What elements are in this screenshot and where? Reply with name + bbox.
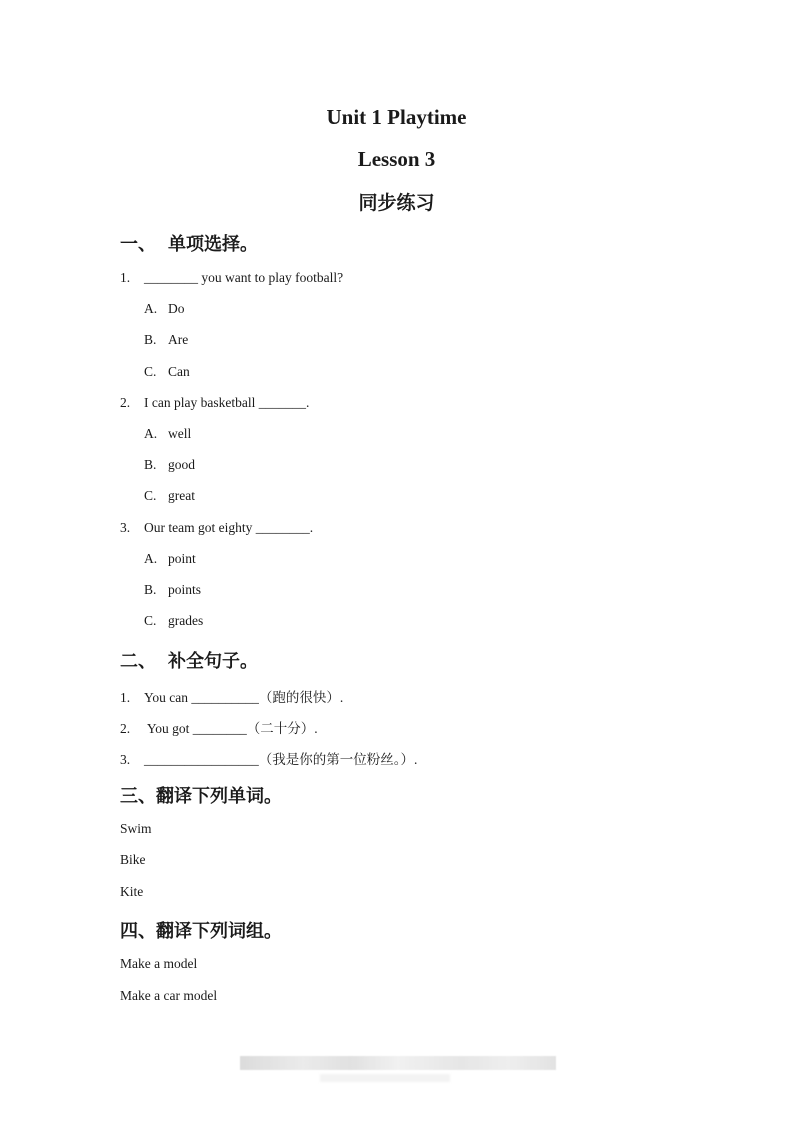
sentence-3: 3. _________________（我是你的第一位粉丝。）. [120, 752, 418, 767]
question-1-option-b: B. Are [144, 332, 189, 347]
word-1: Swim [120, 821, 152, 836]
question-1: 1. ________ you want to play football? [120, 270, 344, 285]
question-1-option-a: A. Do [144, 301, 185, 316]
question-3-option-b: B. points [144, 582, 202, 597]
section-2-number: 二、 [120, 651, 156, 671]
phrase-1: Make a model [120, 956, 198, 971]
question-3: 3. Our team got eighty ________. [120, 520, 314, 535]
question-2-text: I can play basketball _______. [144, 395, 310, 410]
section-2-heading [120, 647, 258, 673]
lesson-title: Lesson 3 [357, 147, 436, 171]
section-4-heading: 四、翻译下列词组。 [120, 921, 282, 941]
question-3-text: Our team got eighty ________. [144, 520, 314, 535]
word-3: Kite [120, 884, 144, 899]
phrase-2: Make a car model [120, 988, 218, 1003]
unit-title: Unit 1 Playtime [326, 105, 467, 129]
section-1-number: 一、 [120, 234, 156, 254]
question-2-option-b: B. good [144, 457, 195, 472]
question-2: 2. I can play basketball _______. [120, 395, 310, 410]
section-2-title: 补全句子。 [168, 651, 258, 671]
section-1-title: 单项选择。 [168, 234, 258, 254]
question-1-option-c: C. Can [144, 364, 190, 379]
section-3-heading: 三、翻译下列单词。 [120, 786, 282, 806]
word-2: Bike [120, 852, 146, 867]
question-2-option-a: A. well [144, 426, 192, 441]
sentence-1: 1. You can __________（跑的很快）. [120, 690, 344, 705]
blurred-footer-sub [320, 1074, 450, 1082]
question-3-option-c: C. grades [144, 613, 204, 628]
question-1-text: ________ you want to play football? [144, 270, 344, 285]
page-subtitle: 同步练习 [358, 192, 435, 214]
question-2-option-c: C. great [144, 488, 195, 503]
question-3-option-a: A. point [144, 551, 196, 566]
sentence-2: 2. You got ________（二十分）. [120, 721, 318, 736]
blurred-footer [240, 1056, 556, 1070]
section-1-heading [120, 230, 258, 256]
